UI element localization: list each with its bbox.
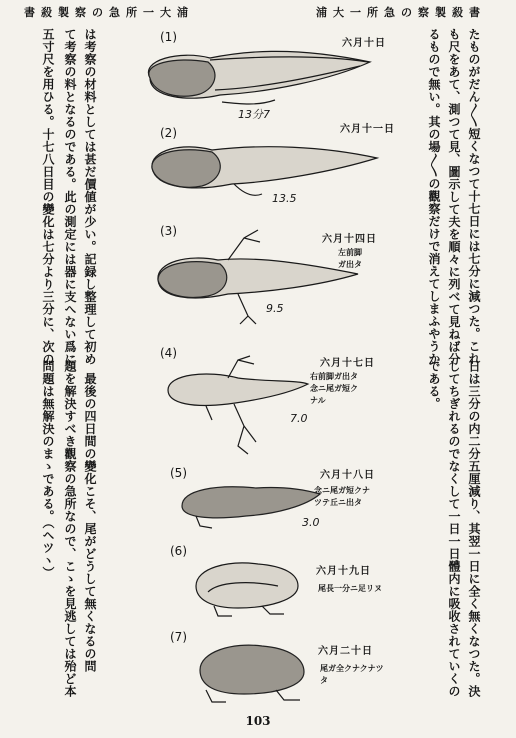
tadpole-illustration [148, 220, 368, 330]
length-measure: 7.0 [290, 412, 308, 425]
body-line: も尺をあて、測つて見、圖示して夫を順々に列べて見ねば分 [447, 28, 461, 366]
header-left: 書殺製察の急所一大浦 [24, 6, 194, 19]
body-line: 題を解決すべき觀察の急所なので、こゝを見逃しては殆ど本 [63, 360, 77, 698]
figure-label: (2) [160, 126, 177, 140]
body-line: るもので無い。其の場〳〵の觀察だけで消えてしまふやうか [427, 28, 441, 365]
figure-note: 尾ガ全クナクナツ タ [320, 663, 384, 685]
figure-date: 六月十九日 [316, 566, 371, 577]
frog-illustration [192, 636, 312, 706]
figure-label: (6) [170, 544, 187, 558]
figure-note: 尾長一分ニ足リヌ [318, 583, 382, 593]
frog-illustration [158, 350, 318, 460]
length-measure: 13.5 [272, 192, 297, 205]
figure-date: 六月十七日 [320, 358, 375, 369]
body-line: て考察の料となるのである。此の測定には器に支へない爲に [63, 28, 77, 366]
figure-date: 六月二十日 [318, 646, 373, 657]
body-line: 五寸尺を用ひる。十七八日目の變化は七分より三分に、次の [41, 28, 55, 366]
figure-label: (5) [170, 466, 187, 480]
length-measure: 9.5 [266, 302, 284, 315]
body-line: してちぎれるのでなくして一日一日體内に吸收されていくの [447, 360, 461, 698]
body-line: 日は三分の内二分五厘減り、其翌一日に全く無くなつた。決 [467, 360, 481, 698]
body-line: 最後の四日間の變化こそ、尾がどうして無くなるの問 [83, 360, 97, 673]
figure-note: 念ニ尾ガ短クナ ツテ丘ニ出タ [314, 485, 370, 507]
figure-label: (4) [160, 346, 177, 360]
body-line: である。 [427, 360, 441, 410]
figure-date: 六月十四日 [322, 234, 377, 245]
figure-date: 六月十八日 [320, 470, 375, 481]
figure-note: 右前脚ガ出タ 念ニ尾ガ短ク ナル [310, 371, 358, 405]
figure-date: 六月十日 [342, 38, 386, 49]
figure-note: 左前脚 ガ出タ [338, 247, 362, 269]
frog-illustration [188, 552, 308, 622]
header-right: 浦大一所急の察製殺書 [316, 6, 486, 19]
figure-label: (3) [160, 224, 177, 238]
body-line: たものがだん〳〵短くなつて十七日には七分に減つた。これ [467, 28, 481, 365]
length-measure: 13分7 [238, 108, 270, 121]
length-measure: 3.0 [302, 516, 320, 529]
figure-label: (7) [170, 630, 187, 644]
page-number: 103 [245, 714, 271, 728]
tadpole-illustration [142, 128, 382, 208]
body-line: 問題は無解決のまゝである。（ヘツヽ） [41, 360, 55, 579]
figure-label: (1) [160, 30, 177, 44]
figure-date: 六月十一日 [340, 124, 395, 135]
body-line: は考察の材料としては甚だ價値が少い。記録し整理して初め [83, 28, 97, 366]
